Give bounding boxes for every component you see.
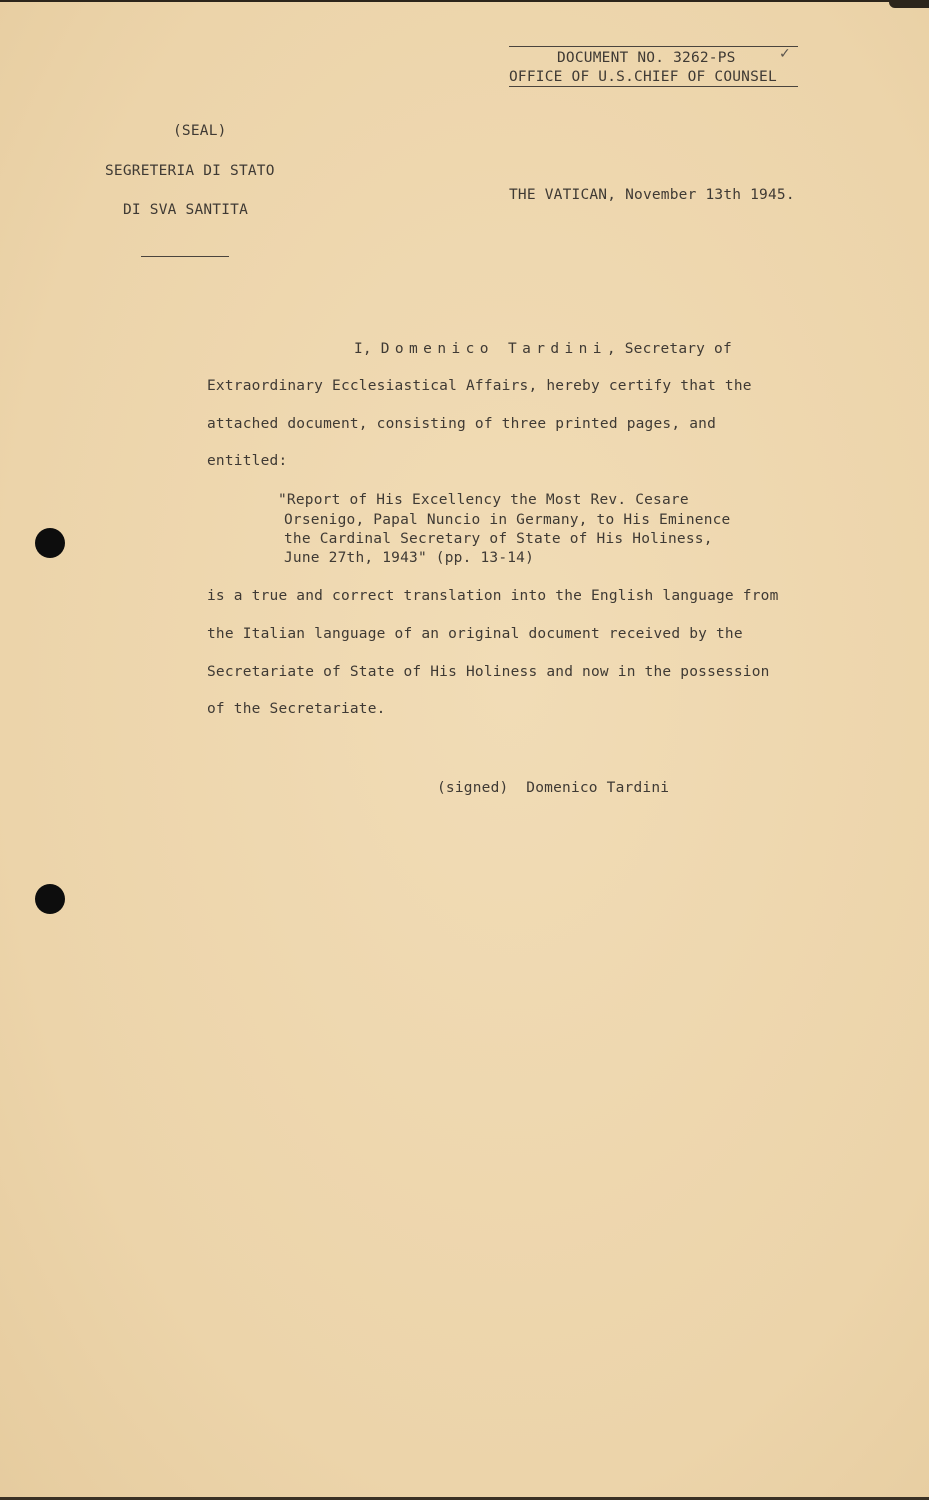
- quote-line-3: the Cardinal Secretary of State of His Holiness,: [284, 531, 713, 547]
- letterhead-line-1: SEGRETERIA DI STATO: [105, 163, 275, 179]
- page-corner-shadow: [889, 0, 929, 8]
- letterhead-line-2: DI SVA SANTITA: [123, 202, 249, 218]
- body-line-1: [354, 342, 732, 357]
- certifier-name: Domenico Tardini: [380, 341, 607, 357]
- checkmark-icon: ✓: [779, 46, 791, 62]
- quote-line-2: Orsenigo, Papal Nuncio in Germany, to His Eminence: [284, 512, 731, 528]
- body-line-3: attached document, consisting of three printed pages, and: [207, 416, 716, 432]
- header-rule-bottom: [509, 86, 798, 87]
- body-line-7: Secretariate of State of His Holiness and now in the possession: [207, 664, 770, 680]
- body-line-1-suffix: , Secretary of: [606, 341, 732, 357]
- seal-label: (SEAL): [173, 123, 227, 139]
- punch-hole-lower: [35, 884, 65, 914]
- signature-line: (signed) Domenico Tardini: [437, 780, 670, 796]
- quote-line-4: June 27th, 1943" (pp. 13-14): [284, 550, 535, 566]
- letterhead-rule: [141, 256, 229, 257]
- header-rule-top: [509, 46, 798, 47]
- body-line-5: is a true and correct translation into the English language from: [207, 588, 779, 604]
- dateline: THE VATICAN, November 13th 1945.: [509, 187, 795, 203]
- quote-line-1: "Report of His Excellency the Most Rev. Cesare: [278, 492, 689, 508]
- body-line-2: Extraordinary Ecclesiastical Affairs, hereby certify that the: [207, 378, 752, 394]
- office-line: OFFICE OF U.S.CHIEF OF COUNSEL: [509, 69, 777, 85]
- body-line-4: entitled:: [207, 453, 288, 469]
- document-number: DOCUMENT NO. 3262-PS: [557, 50, 736, 66]
- punch-hole-upper: [35, 528, 65, 558]
- body-line-8: of the Secretariate.: [207, 701, 386, 717]
- body-line-6: the Italian language of an original document received by the: [207, 626, 743, 642]
- page-edge-top: [0, 0, 929, 2]
- body-line-1-prefix: I,: [354, 341, 381, 357]
